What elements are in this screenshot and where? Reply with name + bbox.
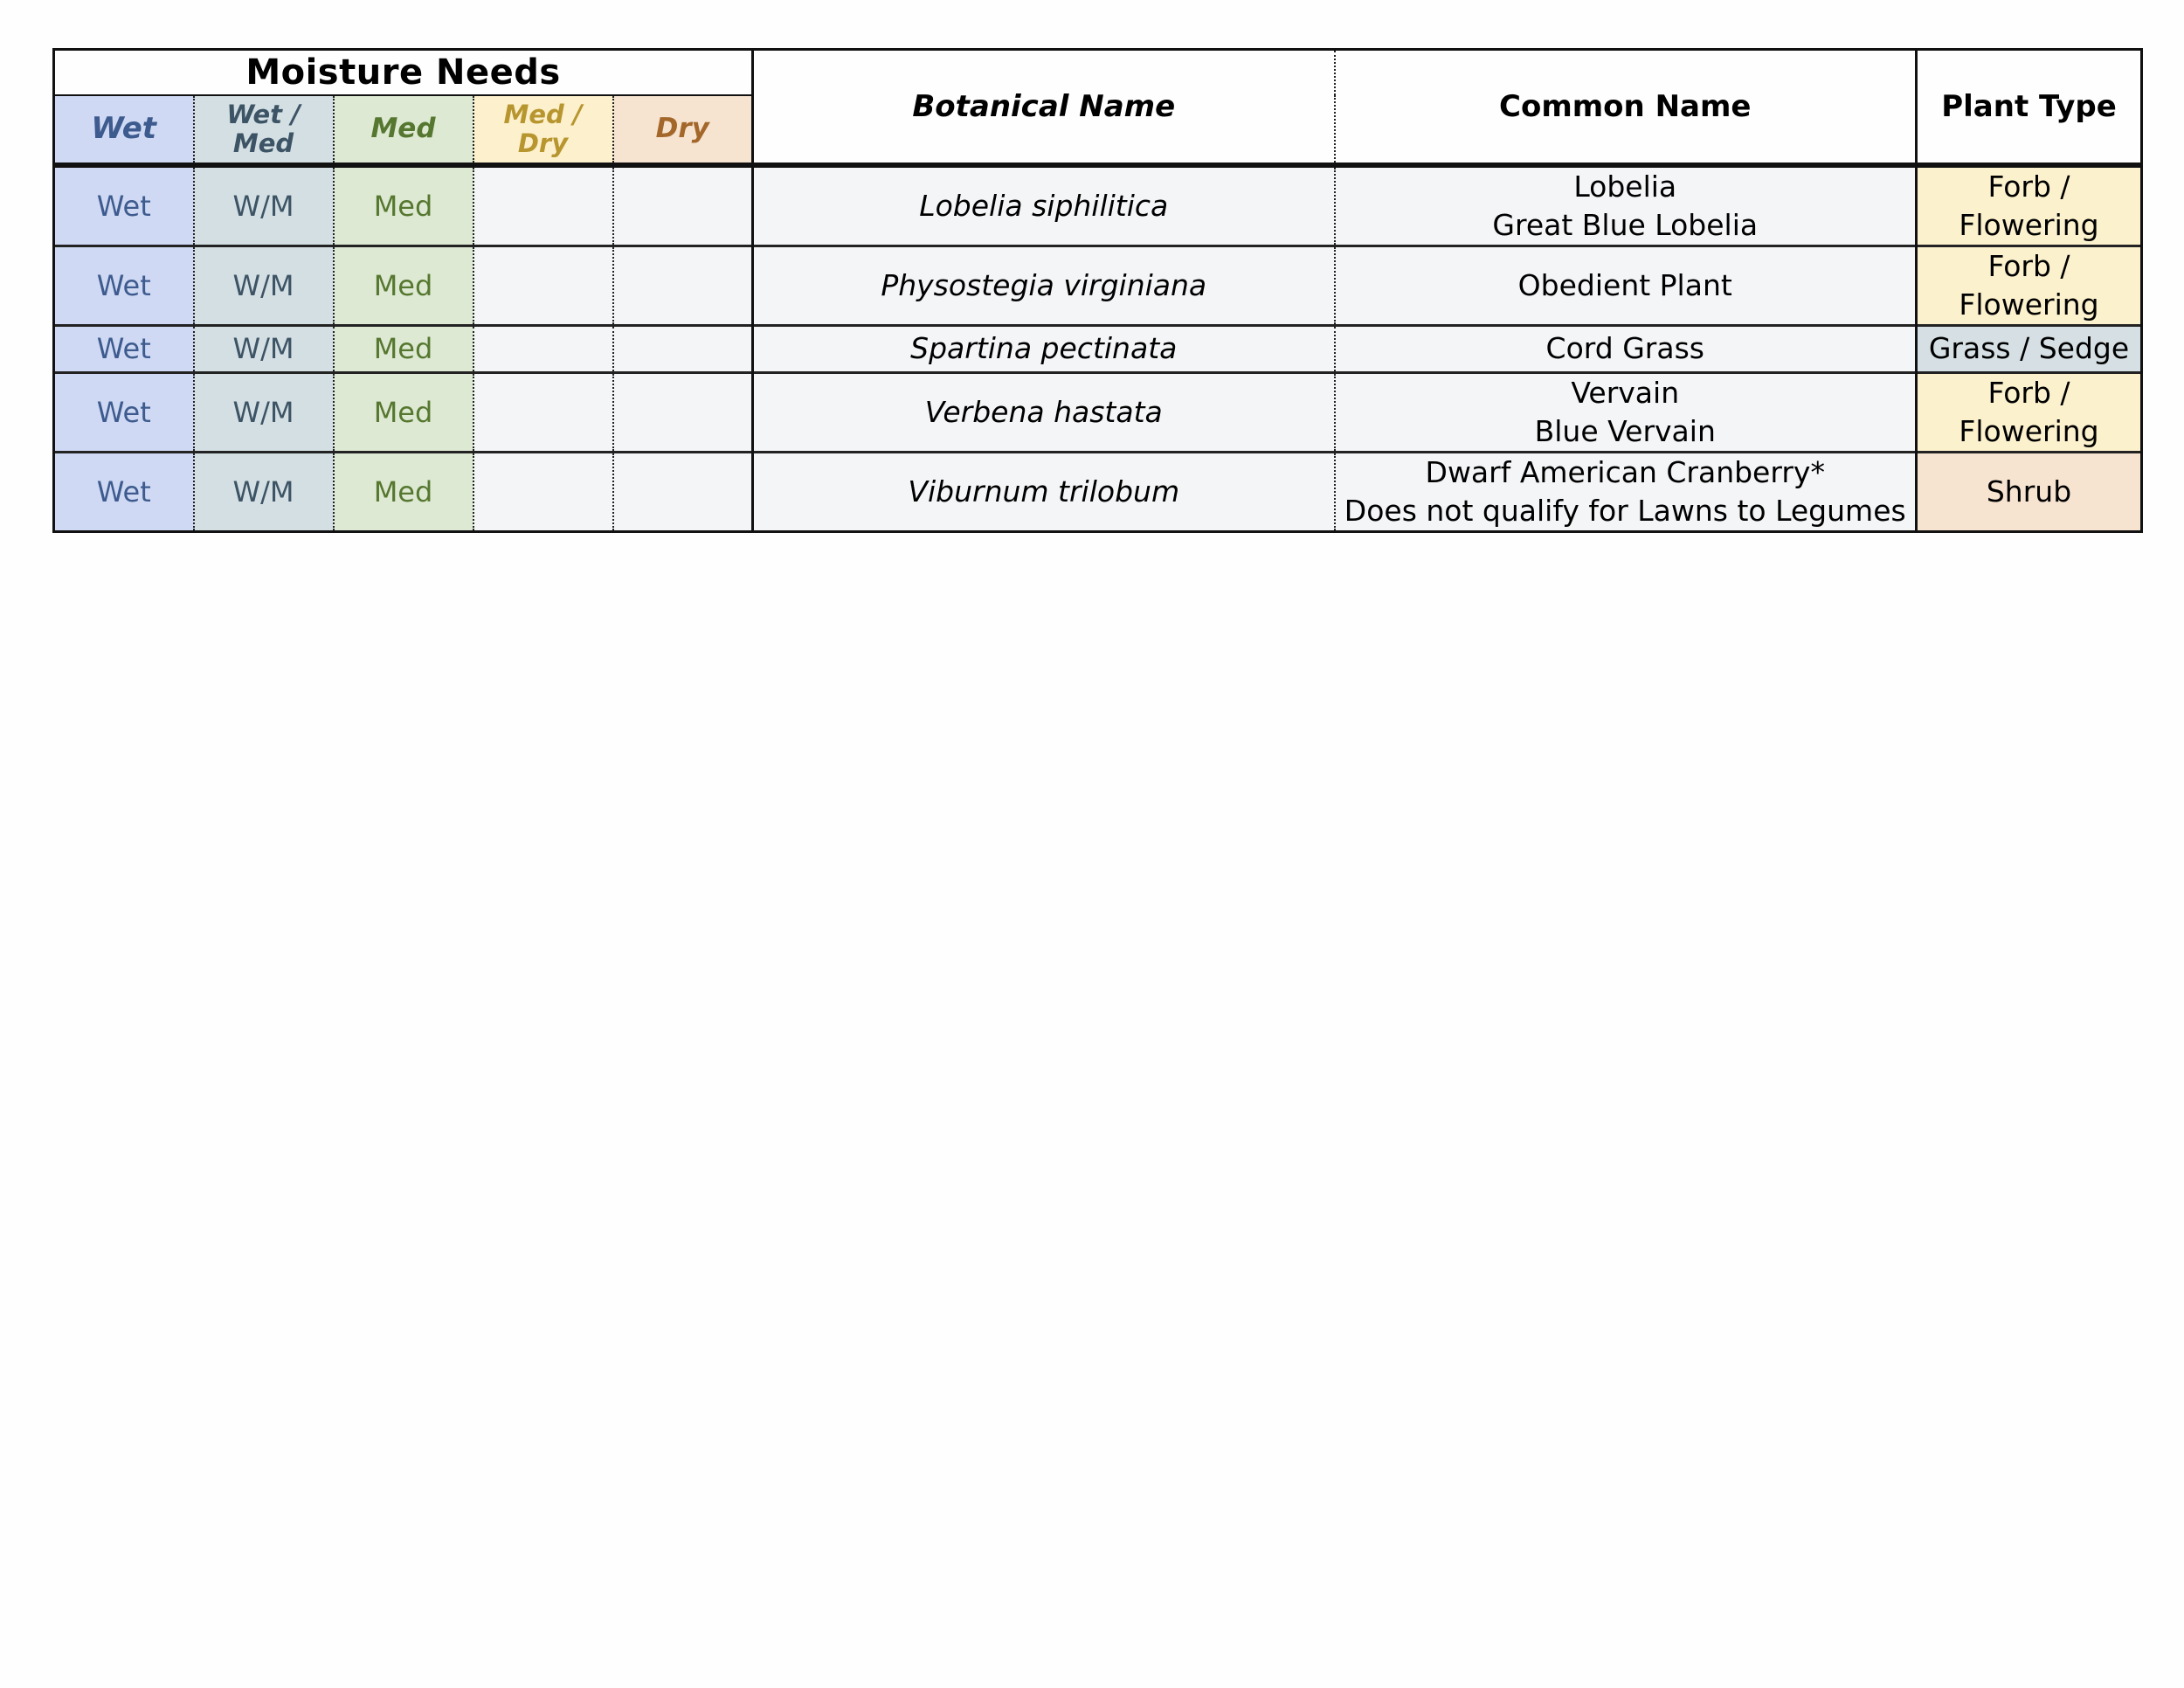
common-name-cell: Lobelia Great Blue Lobelia <box>1335 165 1917 246</box>
table-row <box>54 325 2142 372</box>
moisture-cell-med-dry <box>473 372 613 452</box>
moisture-cell-dry <box>613 452 753 531</box>
moisture-cell-med: Med <box>334 325 473 372</box>
common-name-cell: Obedient Plant <box>1335 246 1917 325</box>
moisture-cell-med-dry <box>473 452 613 531</box>
moisture-cell-wet: Wet <box>54 165 194 246</box>
moisture-header-wet-med: Wet / Med <box>194 95 334 165</box>
moisture-cell-wet: Wet <box>54 452 194 531</box>
botanical-name-cell: Lobelia siphilitica <box>753 165 1335 246</box>
botanical-name-cell: Verbena hastata <box>753 372 1335 452</box>
moisture-cell-wet-med: W/M <box>194 246 334 325</box>
moisture-header-med: Med <box>334 95 473 165</box>
moisture-cell-wet-med: W/M <box>194 165 334 246</box>
table-row <box>54 372 2142 452</box>
moisture-header-dry: Dry <box>613 95 753 165</box>
moisture-cell-wet: Wet <box>54 246 194 325</box>
moisture-cell-wet-med: W/M <box>194 452 334 531</box>
moisture-header-med-dry: Med / Dry <box>473 95 613 165</box>
plant-type-header: Plant Type <box>1917 50 2142 165</box>
plant-type-cell: Shrub <box>1917 452 2142 531</box>
common-name-cell: Vervain Blue Vervain <box>1335 372 1917 452</box>
moisture-cell-wet: Wet <box>54 372 194 452</box>
table-row <box>54 165 2142 246</box>
common-name-cell: Dwarf American Cranberry* Does not qualify for Lawns to Legumes <box>1335 452 1917 531</box>
moisture-cell-med-dry <box>473 165 613 246</box>
moisture-cell-dry <box>613 246 753 325</box>
moisture-cell-wet-med: W/M <box>194 325 334 372</box>
moisture-header-wet: Wet <box>54 95 194 165</box>
botanical-name-cell: Physostegia virginiana <box>753 246 1335 325</box>
plant-moisture-table <box>52 48 2143 533</box>
moisture-cell-dry <box>613 165 753 246</box>
plant-type-cell: Forb / Flowering <box>1917 246 2142 325</box>
moisture-cell-med: Med <box>334 165 473 246</box>
moisture-cell-med: Med <box>334 246 473 325</box>
plant-type-cell: Forb / Flowering <box>1917 372 2142 452</box>
plant-type-cell: Grass / Sedge <box>1917 325 2142 372</box>
moisture-cell-wet: Wet <box>54 325 194 372</box>
moisture-cell-med: Med <box>334 452 473 531</box>
moisture-cell-med: Med <box>334 372 473 452</box>
moisture-cell-dry <box>613 325 753 372</box>
botanical-name-cell: Spartina pectinata <box>753 325 1335 372</box>
botanical-name-header: Botanical Name <box>753 50 1335 165</box>
plant-type-cell: Forb / Flowering <box>1917 165 2142 246</box>
moisture-cell-med-dry <box>473 246 613 325</box>
botanical-name-cell: Viburnum trilobum <box>753 452 1335 531</box>
common-name-cell: Cord Grass <box>1335 325 1917 372</box>
moisture-needs-title: Moisture Needs <box>54 50 753 95</box>
table-row <box>54 452 2142 531</box>
common-name-header: Common Name <box>1335 50 1917 165</box>
moisture-cell-dry <box>613 372 753 452</box>
moisture-cell-med-dry <box>473 325 613 372</box>
table-row <box>54 246 2142 325</box>
moisture-cell-wet-med: W/M <box>194 372 334 452</box>
